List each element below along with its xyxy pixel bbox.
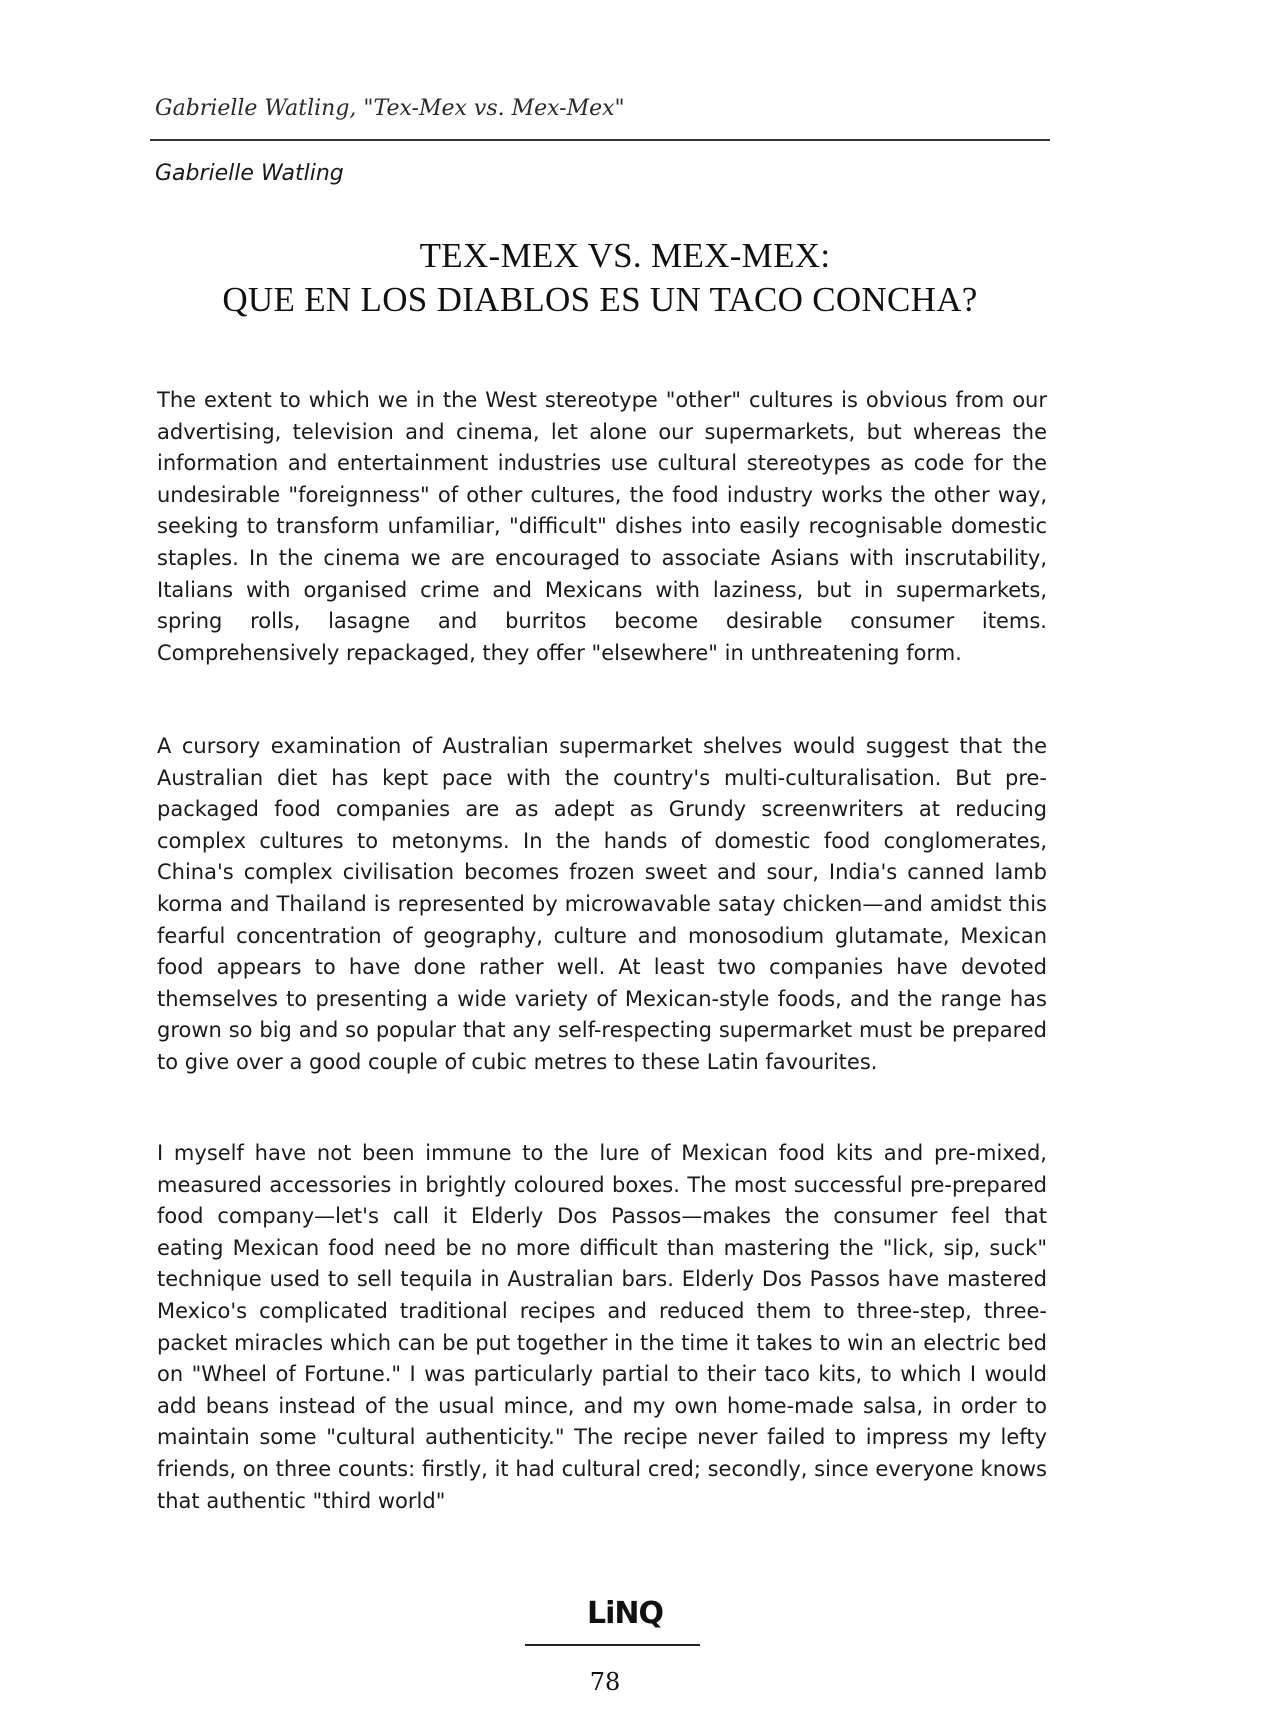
article-title-line-1: TEX-MEX VS. MEX-MEX:	[419, 236, 831, 275]
author-name: Gabrielle Watling	[155, 161, 344, 186]
article-title-line-2: QUE EN LOS DIABLOS ES UN TACO CONCHA?	[222, 280, 978, 319]
running-head: Gabrielle Watling, "Tex-Mex vs. Mex-Mex"	[155, 96, 625, 121]
body-paragraph: The extent to which we in the West stereotype "other" cultures is obvious from our advertising, television and cinema, let alone our supermarkets, but whereas the information and entertainment industries use cultural stereotypes as code for the undesirable "foreignness" of other cultures, the food industry works the other way, seeking to transform unfamiliar, "difficult" dishes into easily recognisable domestic staples. In the cinema we are encouraged to associate Asians with inscrutability, Italians with organised crime and Mexicans with laziness, but in supermarkets, spring rolls, lasagne and burritos become desirable consumer items. Comprehensively repackaged, they offer "elsewhere" in unthreatening form.	[157, 388, 1047, 665]
journal-logo: LiNQ	[586, 1596, 663, 1631]
page-number: 78	[589, 1668, 621, 1696]
body-paragraph: I myself have not been immune to the lure of Mexican food kits and pre-mixed, measured accessories in brightly coloured boxes. The most successful pre-prepared food company—let's call it Elderly Dos Passos—makes the consumer feel that eating Mexican food need be no more difficult than mastering the "lick, sip, suck" technique used to sell tequila in Australian bars. Elderly Dos Passos have mastered Mexico's complicated traditional recipes and reduced them to three-step, three-packet miracles which can be put together in the time it takes to win an electric bed on "Wheel of Fortune." I was particularly partial to their taco kits, to which I would add beans instead of the usual mince, and my own home-made salsa, in order to maintain some "cultural authenticity." The recipe never failed to impress my lefty friends, on three counts: firstly, it had cultural cred; secondly, since everyone knows that authentic "third world"	[157, 1141, 1047, 1513]
body-paragraph: A cursory examination of Australian supermarket shelves would suggest that the Australian diet has kept pace with the country's multi-culturalisation. But pre-packaged food companies are as adept as Grundy screenwriters at reducing complex cultures to metonyms. In the hands of domestic food conglomerates, China's complex civilisation becomes frozen sweet and sour, India's canned lamb korma and Thailand is represented by microwavable satay chicken—and amidst this fearful concentration of geography, culture and monosodium glutamate, Mexican food appears to have done rather well. At least two companies have devoted themselves to presenting a wide variety of Mexican-style foods, and the range has grown so big and so popular that any self-respecting supermarket must be prepared to give over a good couple of cubic metres to these Latin favourites.	[157, 734, 1047, 1074]
header-divider	[150, 139, 1050, 141]
footer-divider	[525, 1644, 700, 1646]
